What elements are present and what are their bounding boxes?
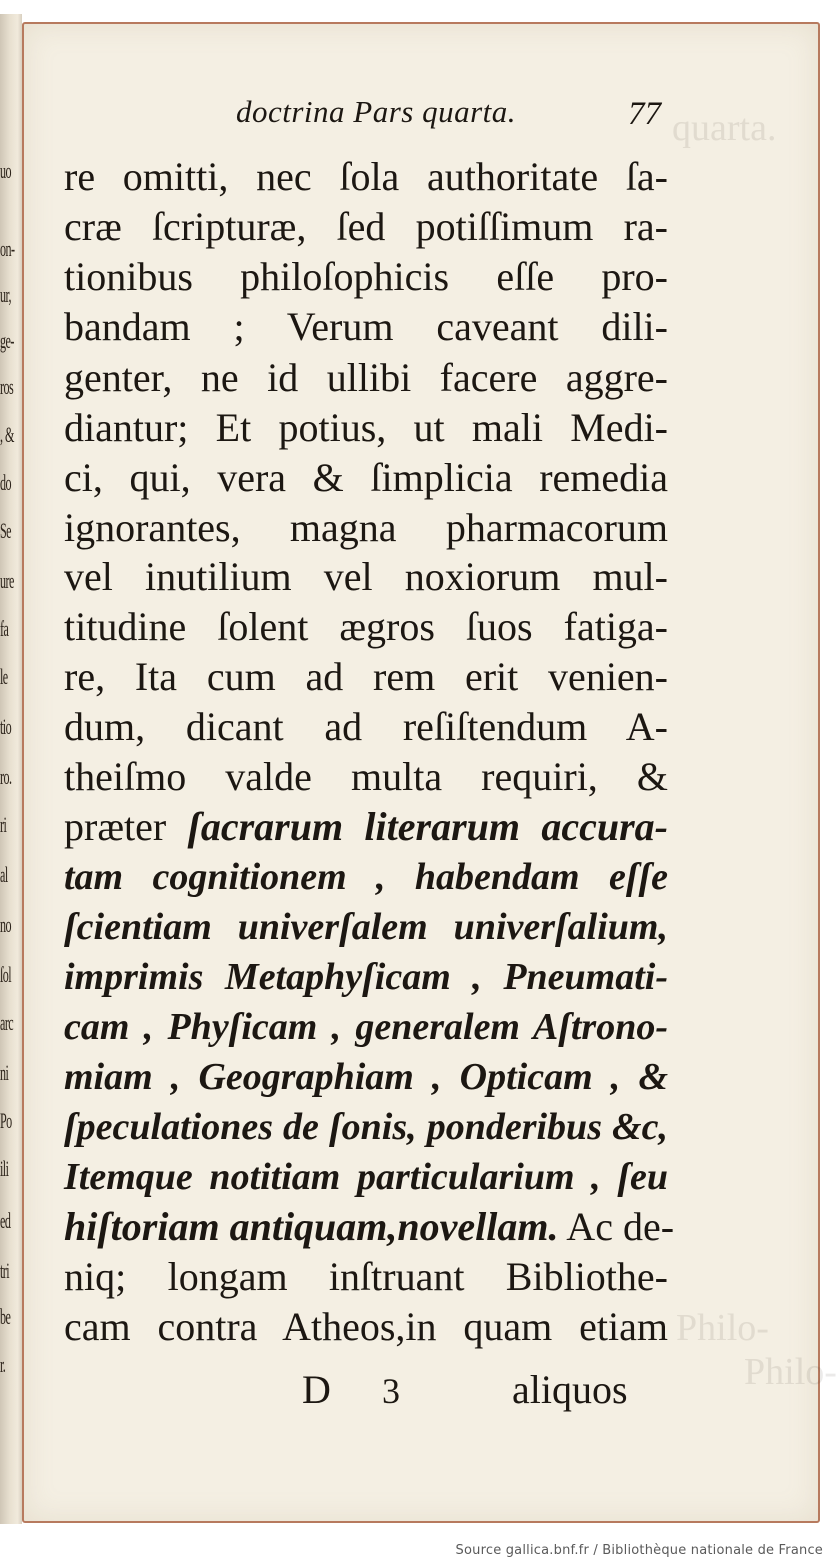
text-line: ſpeculationes de ſonis, ponderibus &c, bbox=[64, 1106, 668, 1148]
prev-page-fragment: ure bbox=[0, 568, 14, 593]
prev-page-fragment: on- bbox=[0, 236, 15, 261]
bleed-through-text: Philo- bbox=[744, 1351, 837, 1393]
prev-page-fragment: ed bbox=[0, 1208, 11, 1233]
source-credit: Source gallica.bnf.fr / Bibliothèque nationale de France bbox=[455, 1543, 823, 1558]
prev-page-fragment: , & bbox=[0, 422, 14, 447]
text-line: vel inutilium vel noxiorum mul- bbox=[64, 554, 668, 599]
signature-mark: D bbox=[302, 1367, 331, 1412]
text-line: tam cognitionem , habendam eſſe bbox=[64, 856, 668, 898]
prev-page-fragment: Se bbox=[0, 518, 11, 543]
text-line: re omitti, nec ſola authoritate ſa- bbox=[64, 154, 668, 199]
prev-page-fragment: be bbox=[0, 1304, 11, 1329]
page-content bbox=[24, 24, 837, 1521]
prev-page-fragment: ili bbox=[0, 1156, 9, 1181]
prev-page-fragment: tri bbox=[0, 1258, 10, 1283]
text-line: bandam ; Verum caveant dili- bbox=[64, 304, 668, 349]
text-line: diantur; Et potius, ut mali Medi- bbox=[64, 405, 668, 450]
prev-page-fragment: tio bbox=[0, 714, 12, 739]
prev-page-fragment: do bbox=[0, 470, 11, 495]
text-line: ci, qui, vera & ſimplicia remedia bbox=[64, 455, 668, 500]
bleed-through-text: quarta. bbox=[672, 107, 777, 149]
italic-text: hiſtoriam antiquam,novellam. bbox=[64, 1204, 559, 1249]
roman-text: Ac de- bbox=[558, 1204, 675, 1249]
text-line: theiſmo valde multa requiri, & bbox=[64, 754, 668, 799]
signature-number: 3 bbox=[382, 1371, 400, 1411]
prev-page-fragment: ge- bbox=[0, 328, 14, 353]
prev-page-fragment: ros bbox=[0, 374, 14, 399]
prev-page-fragment: ni bbox=[0, 1060, 9, 1085]
text-line: miam , Geographiam , Opticam , & bbox=[64, 1056, 668, 1098]
text-line: re, Ita cum ad rem erit venien- bbox=[64, 654, 668, 699]
text-line-mixed bbox=[64, 804, 668, 850]
roman-text: præter bbox=[64, 804, 188, 849]
text-line: titudine ſolent ægros ſuos fatiga- bbox=[64, 604, 668, 649]
bleed-through-text: Philo- bbox=[676, 1307, 769, 1349]
text-line: dum, dicant ad reſiſtendum A- bbox=[64, 704, 668, 749]
prev-page-fragment: le bbox=[0, 664, 8, 689]
prev-page-fragment: ri bbox=[0, 812, 7, 837]
prev-page-fragment: Po bbox=[0, 1108, 12, 1133]
catchword: aliquos bbox=[512, 1367, 628, 1412]
prev-page-fragment: fa bbox=[0, 616, 9, 641]
text-line: ſcientiam univerſalem univerſalium, bbox=[64, 906, 668, 948]
text-line-mixed bbox=[64, 1204, 675, 1250]
text-line: niq; longam inſtruant Bibliothe- bbox=[64, 1254, 668, 1299]
prev-page-fragment: ſol bbox=[0, 962, 12, 987]
text-line: genter, ne id ullibi facere aggre- bbox=[64, 355, 668, 400]
running-head: doctrina Pars quarta. bbox=[236, 94, 517, 129]
prev-page-fragment: uo bbox=[0, 158, 11, 183]
prev-page-fragment: arc bbox=[0, 1010, 14, 1035]
prev-page-fragment: al bbox=[0, 862, 8, 887]
italic-text: ſacrarum literarum accura- bbox=[187, 804, 669, 849]
prev-page-fragment: no bbox=[0, 912, 11, 937]
previous-page-edge bbox=[0, 14, 22, 1524]
text-line: Itemque notitiam particularium , ſeu bbox=[64, 1156, 668, 1198]
text-line: imprimis Metaphyſicam , Pneumati- bbox=[64, 956, 668, 998]
page-number: 77 bbox=[628, 96, 661, 132]
prev-page-fragment: r. bbox=[0, 1352, 6, 1377]
text-line: cam , Phyſicam , generalem Aſtrono- bbox=[64, 1006, 668, 1048]
text-line: ignorantes, magna pharmacorum bbox=[64, 505, 668, 550]
text-line: cræ ſcripturæ, ſed potiſſimum ra- bbox=[64, 204, 668, 249]
prev-page-fragment: ur, bbox=[0, 282, 11, 307]
book-page bbox=[22, 22, 837, 1523]
prev-page-fragment: ro. bbox=[0, 764, 12, 789]
text-line: cam contra Atheos,in quam etiam bbox=[64, 1304, 668, 1349]
text-line: tionibus philoſophicis eſſe pro- bbox=[64, 254, 668, 299]
